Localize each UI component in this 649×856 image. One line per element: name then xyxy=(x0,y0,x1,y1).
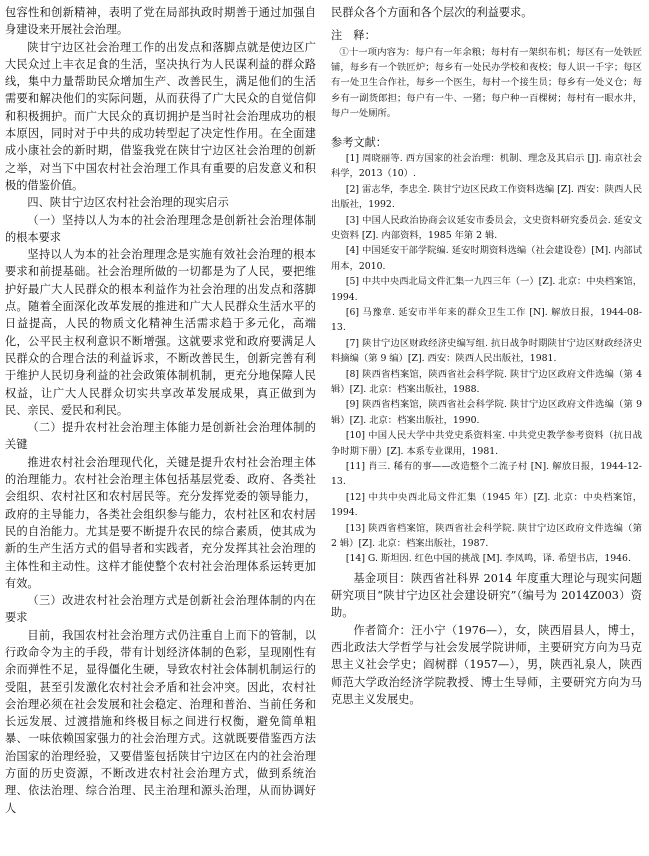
reference-item: [9] 陕西省档案馆，陕西省社会科学院. 陕甘宁边区政府文件选编（第 9 辑）[Z]. 北京：档案出版社，1990. xyxy=(331,399,642,426)
fund-info: 基金项目：陕西省社科界 2014 年度重大理论与现实问题研究项目“陕甘宁边区社会建设研究”（编号为 2014Z003）资助。 xyxy=(331,571,642,620)
body-paragraph: 坚持以人为本的社会治理理念是实施有效社会治理的根本要求和前提基础。社会治理所做的一切都是为了人民，要把维护好最广大人民群众的根本利益作为社会治理的出发点和落脚点。随着全面深化改革发展的推进和广大人民群众生活水平的日益提高，人民的物质文化精神生活需求趋于多元化，高端化，公平民主权利意识不断增强。这就要求党和政府要满足人民群众的合理合法的利益诉求，不断改善民生，创新完善有利于维护人民切身利益的社会政策体制机制，更充分地保障人民权益，让广大人民群众切实共享改革发展成果，真正做到为民、亲民、爱民和利民。 xyxy=(5,248,316,417)
body-paragraph: 民群众各个方面和各个层次的利益要求。 xyxy=(331,6,533,19)
reference-item: [12] 中共中央西北局文件汇集（1945 年）[Z]. 北京：中央档案馆，1994. xyxy=(331,491,642,519)
reference-item: [11] 肖三. 稀有的事——改造整个二流子村 [N]. 解放日报，1944-12-13. xyxy=(331,461,642,488)
references-label: 参考文献： xyxy=(331,135,387,149)
body-paragraph: 目前，我国农村社会治理方式仍注重自上而下的管制，以行政命令为主的手段，带有计划经济体制的色彩，呈现刚性有余而弹性不足，显得僵化生硬，导致农村社会体制机制运行的受阻，甚至引发激化农村社会矛盾和社会冲突。因此，农村社会治理必须在社会发展和社会稳定、治理和普治、当前任务和长远发展、过渡措施和终极目标之间进行权衡，避免简单粗暴、一味依赖国家强力的社会治理方式。这就既要借鉴西方法治国家的治理经验，又要借鉴包括陕甘宁边区在内的社会治理方面的历史资源，不断改进农村社会治理方式，做到系统治理、依法治理、综合治理、民主治理和源头治理，从而协调好人 xyxy=(5,628,316,815)
reference-item: [8] 陕西省档案馆，陕西省社会科学院. 陕甘宁边区政府文件选编（第 4 辑）[Z]. 北京：档案出版社，1988. xyxy=(331,368,642,396)
subsection-title: （一）坚持以人为本的社会治理理念是创新社会治理体制的根本要求 xyxy=(5,213,316,244)
reference-item: [5] 中共中央西北局文件汇集一九四三年（一）[Z]. 北京：中央档案馆，1994. xyxy=(331,276,642,303)
left-column xyxy=(5,4,316,817)
subsection-title: （三）改进农村社会治理方式是创新社会治理体制的内在要求 xyxy=(5,594,316,625)
body-paragraph: 陕甘宁边区社会治理工作的出发点和落脚点就是使边区广大民众过上丰衣足食的生活，坚决执行为人民谋利益的群众路线，集中力量帮助民众增加生产、改善民生，满足他们的生活需要和解决他们的实际问题，从而获得了广大民众的自觉信仰和积极拥护。而广大民众的真切拥护是当时社会治理成功的根本原因，同时对于中共的成功转型起了决定性作用。在全面建成小康社会的新时期，借鉴我党在陕甘宁边区社会治理的创新之举，对当下中国农村社会治理工作具有重要的启发意义和积极的借鉴价值。 xyxy=(5,40,316,192)
reference-item: [14] G. 斯坦因. 红色中国的挑战 [M]. 李凤鸣，译. 希望书店，1946. xyxy=(345,553,631,565)
reference-item: [4] 中国延安干部学院编. 延安时期资料选编（社会建设卷）[M]. 内部试用本，2010. xyxy=(331,245,642,272)
subsection-title: （二）提升农村社会治理主体能力是创新社会治理体制的关键 xyxy=(5,421,316,452)
reference-item: [13] 陕西省档案馆，陕西省社会科学院. 陕甘宁边区政府文件选编（第 2 辑）[Z]. 北京：档案出版社，1987. xyxy=(331,522,642,550)
section-title: 四、陕甘宁边区农村社会治理的现实启示 xyxy=(27,196,229,210)
body-paragraph: 包容性和创新精神，表明了党在局部执政时期善于通过加强自身建设来开展社会治理。 xyxy=(5,6,316,37)
reference-item: [10] 中国人民大学中共党史系资料室. 中共党史教学参考资料（抗日战争时期下册）[Z]. 本系专业课用，1981. xyxy=(331,430,642,457)
author-bio: 作者简介：汪小宁（1976—），女，陕西眉县人，博士，西北政法大学哲学与社会发展学院讲师，主要研究方向为马克思主义社会学史；阎树群（1957—），男，陕西礼泉人，陕西师范大学政治经济学院教授、博士生导师，主要研究方向为马克思主义发展史。 xyxy=(331,623,642,706)
notes-label: 注 释： xyxy=(331,29,376,43)
notes xyxy=(331,45,642,122)
reference-list xyxy=(331,151,642,567)
body-paragraph: 推进农村社会治理现代化，关键是提升农村社会治理主体的治理能力。农村社会治理主体包括基层党委、政府、各类社会组织、农村社区和农村居民等。充分发挥党委的领导能力，政府的主导能力，各类社会组织参与能力，农村社区和农村居民的自治能力。尤其是要不断提升农民的综合素质，使其成为新的生产生活方式的倡导者和实践者，充分发挥其社会治理的主体性和主动性。这样才能使整个农村社会治理体系运转更加有效。 xyxy=(5,455,316,590)
reference-item: [1] 周晓丽等. 西方国家的社会治理：机制、理念及其启示 [J]. 南京社会科学，2013（10）. xyxy=(331,152,642,180)
note-item: ①十一项内容为：每户有一年余粮；每村有一架织布机；每区有一处铁匠铺，每乡有一个铁匠炉；每乡有一处民办学校和夜校；每人识一千字；每区有一处卫生合作社，每乡一个医生，每村一个接生员；每乡有一处义仓；每乡有一副货郎担；每户有一牛、一猪；每户种一百棵树；每村有一眼水井，每户一处厕所。 xyxy=(331,46,642,120)
reference-item: [7] 陕甘宁边区财政经济史编写组. 抗日战争时期陕甘宁边区财政经济史料摘编（第 9 编）[Z]. 西安：陕西人民出版社，1981. xyxy=(331,337,642,365)
reference-item: [6] 马豫章. 延安市半年来的群众卫生工作 [N]. 解放日报，1944-08-13. xyxy=(331,306,642,334)
reference-item: [3] 中国人民政治协商会议延安市委员会，文史资料研究委员会. 延安文史资料 [Z]. 内部资料，1985 年第 2 辑. xyxy=(331,214,642,241)
reference-item: [2] 雷志华，李忠全. 陕甘宁边区民政工作资料选编 [Z]. 西安：陕西人民出版社，1992. xyxy=(331,183,642,211)
right-column xyxy=(331,4,642,708)
